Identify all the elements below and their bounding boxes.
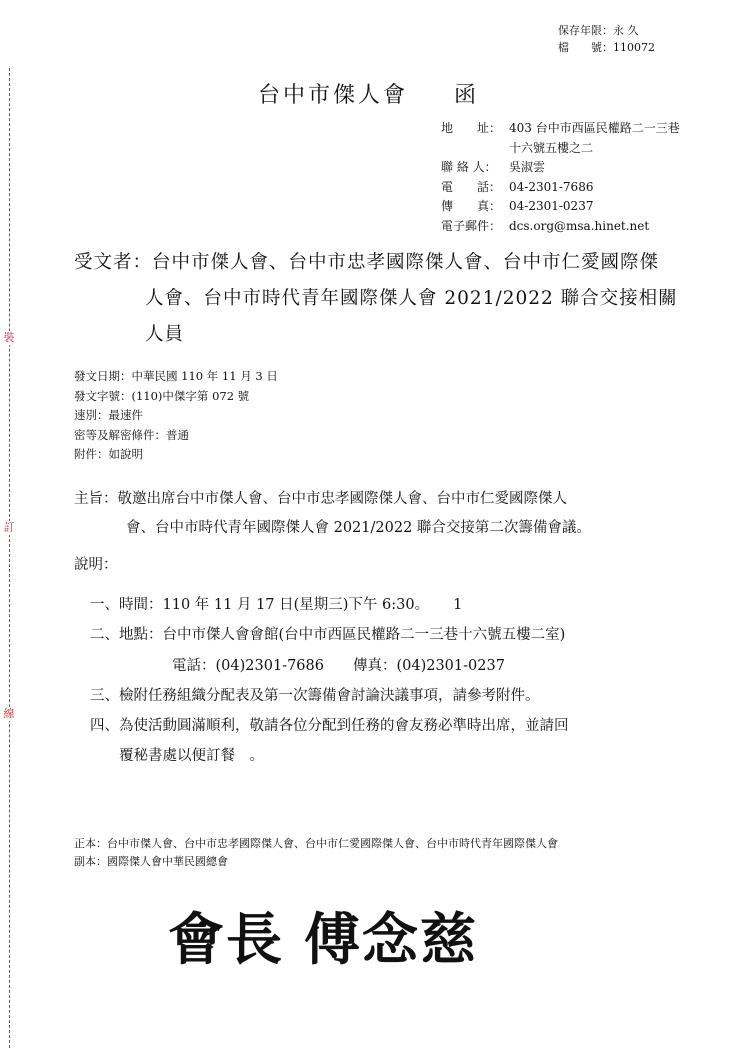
signature-title: 會長 [168, 908, 284, 973]
subject-block [74, 485, 591, 543]
document-meta [74, 367, 278, 465]
binding-line [9, 68, 10, 1048]
explanation-items [90, 590, 569, 772]
phone-label: 電 話： [441, 179, 502, 194]
signature [168, 896, 478, 976]
contact-person: 吳淑雲 [509, 160, 546, 174]
recipient-line-2: 人會、台中市時代青年國際傑人會 2021/2022 聯合交接相關 [145, 288, 678, 309]
distribution-block [74, 835, 558, 871]
attachment-note: 附件：如說明 [74, 447, 143, 461]
document-title [258, 78, 479, 109]
subject-line-2: 會、台中市時代青年國際傑人會 2021/2022 聯合交接第二次籌備會議。 [126, 520, 591, 536]
recipient-line-3: 人員 [145, 324, 185, 345]
item-attendance-line-2: 覆秘書處以便訂餐 。 [119, 748, 264, 765]
explanation-heading: 說明： [74, 557, 118, 573]
item-attachment: 三、檢附任務組織分配表及第一次籌備會討論決議事項，請參考附件。 [90, 687, 540, 704]
item-time-extra: 1 [453, 597, 463, 613]
address-line-2: 十六號五樓之二 [509, 140, 594, 155]
copy-recipients: 副本：國際傑人會中華民國總會 [74, 855, 228, 868]
item-attendance-line-1: 四、為使活動圓滿順利，敬請各位分配到任務的會友務必準時出席，並請回 [90, 718, 569, 735]
document-number: 發文字號：(110)中傑字第 072 號 [74, 388, 250, 403]
issue-date: 發文日期：中華民國 110 年 11 月 3 日 [74, 369, 278, 383]
email-value: dcs.org@msa.hinet.net [509, 218, 650, 233]
retention-value: 永 久 [613, 24, 639, 37]
file-number-label: 檔 號： [558, 41, 613, 54]
item-location: 二、地點：台中市傑人會會館(台中市西區民權路二一三巷十六號五樓二室) [90, 627, 566, 644]
speed-class: 速別：最速件 [74, 408, 143, 422]
retention-label: 保存年限： [558, 24, 613, 37]
file-number-value: 110072 [613, 41, 655, 54]
fax-label: 傳 真： [441, 199, 502, 213]
binding-mark-ding: 訂 [3, 521, 15, 534]
phone-value: 04-2301-7686 [509, 179, 594, 194]
item-time [90, 590, 569, 620]
recipient-block [74, 245, 678, 353]
contact-person-label: 聯 絡 人： [441, 160, 497, 174]
binding-mark-zhuang: 裝 [3, 331, 15, 344]
email-label: 電子郵件： [441, 218, 502, 233]
address-line-1: 403 台中市西區民權路二一三巷 [509, 121, 680, 135]
address-label: 地 址： [441, 121, 502, 135]
title-org: 台中市傑人會 [258, 83, 409, 108]
security-class: 密等及解密條件：普通 [74, 427, 189, 442]
fax-value: 04-2301-0237 [509, 199, 594, 213]
subject-line-1: 主旨：敬邀出席台中市傑人會、台中市忠孝國際傑人會、台中市仁愛國際傑人 [74, 491, 567, 507]
primary-recipients: 正本：台中市傑人會、台中市忠孝國際傑人會、台中市仁愛國際傑人會、台中市時代青年國際傑人會 [74, 837, 558, 850]
binding-mark-xian: 線 [3, 707, 15, 720]
recipient-line-1: 受文者：台中市傑人會、台中市忠孝國際傑人會、台中市仁愛國際傑 [74, 252, 660, 273]
item-time-text: 一、時間：110 年 11 月 17 日(星期三)下午 6:30。 [90, 597, 430, 613]
retention-block [558, 22, 655, 56]
signature-name: 傅念慈 [304, 908, 478, 973]
item-location-contact: 電話：(04)2301-7686 傳真：(04)2301-0237 [172, 657, 505, 674]
contact-block [441, 119, 680, 236]
title-doc-type: 函 [454, 83, 480, 108]
